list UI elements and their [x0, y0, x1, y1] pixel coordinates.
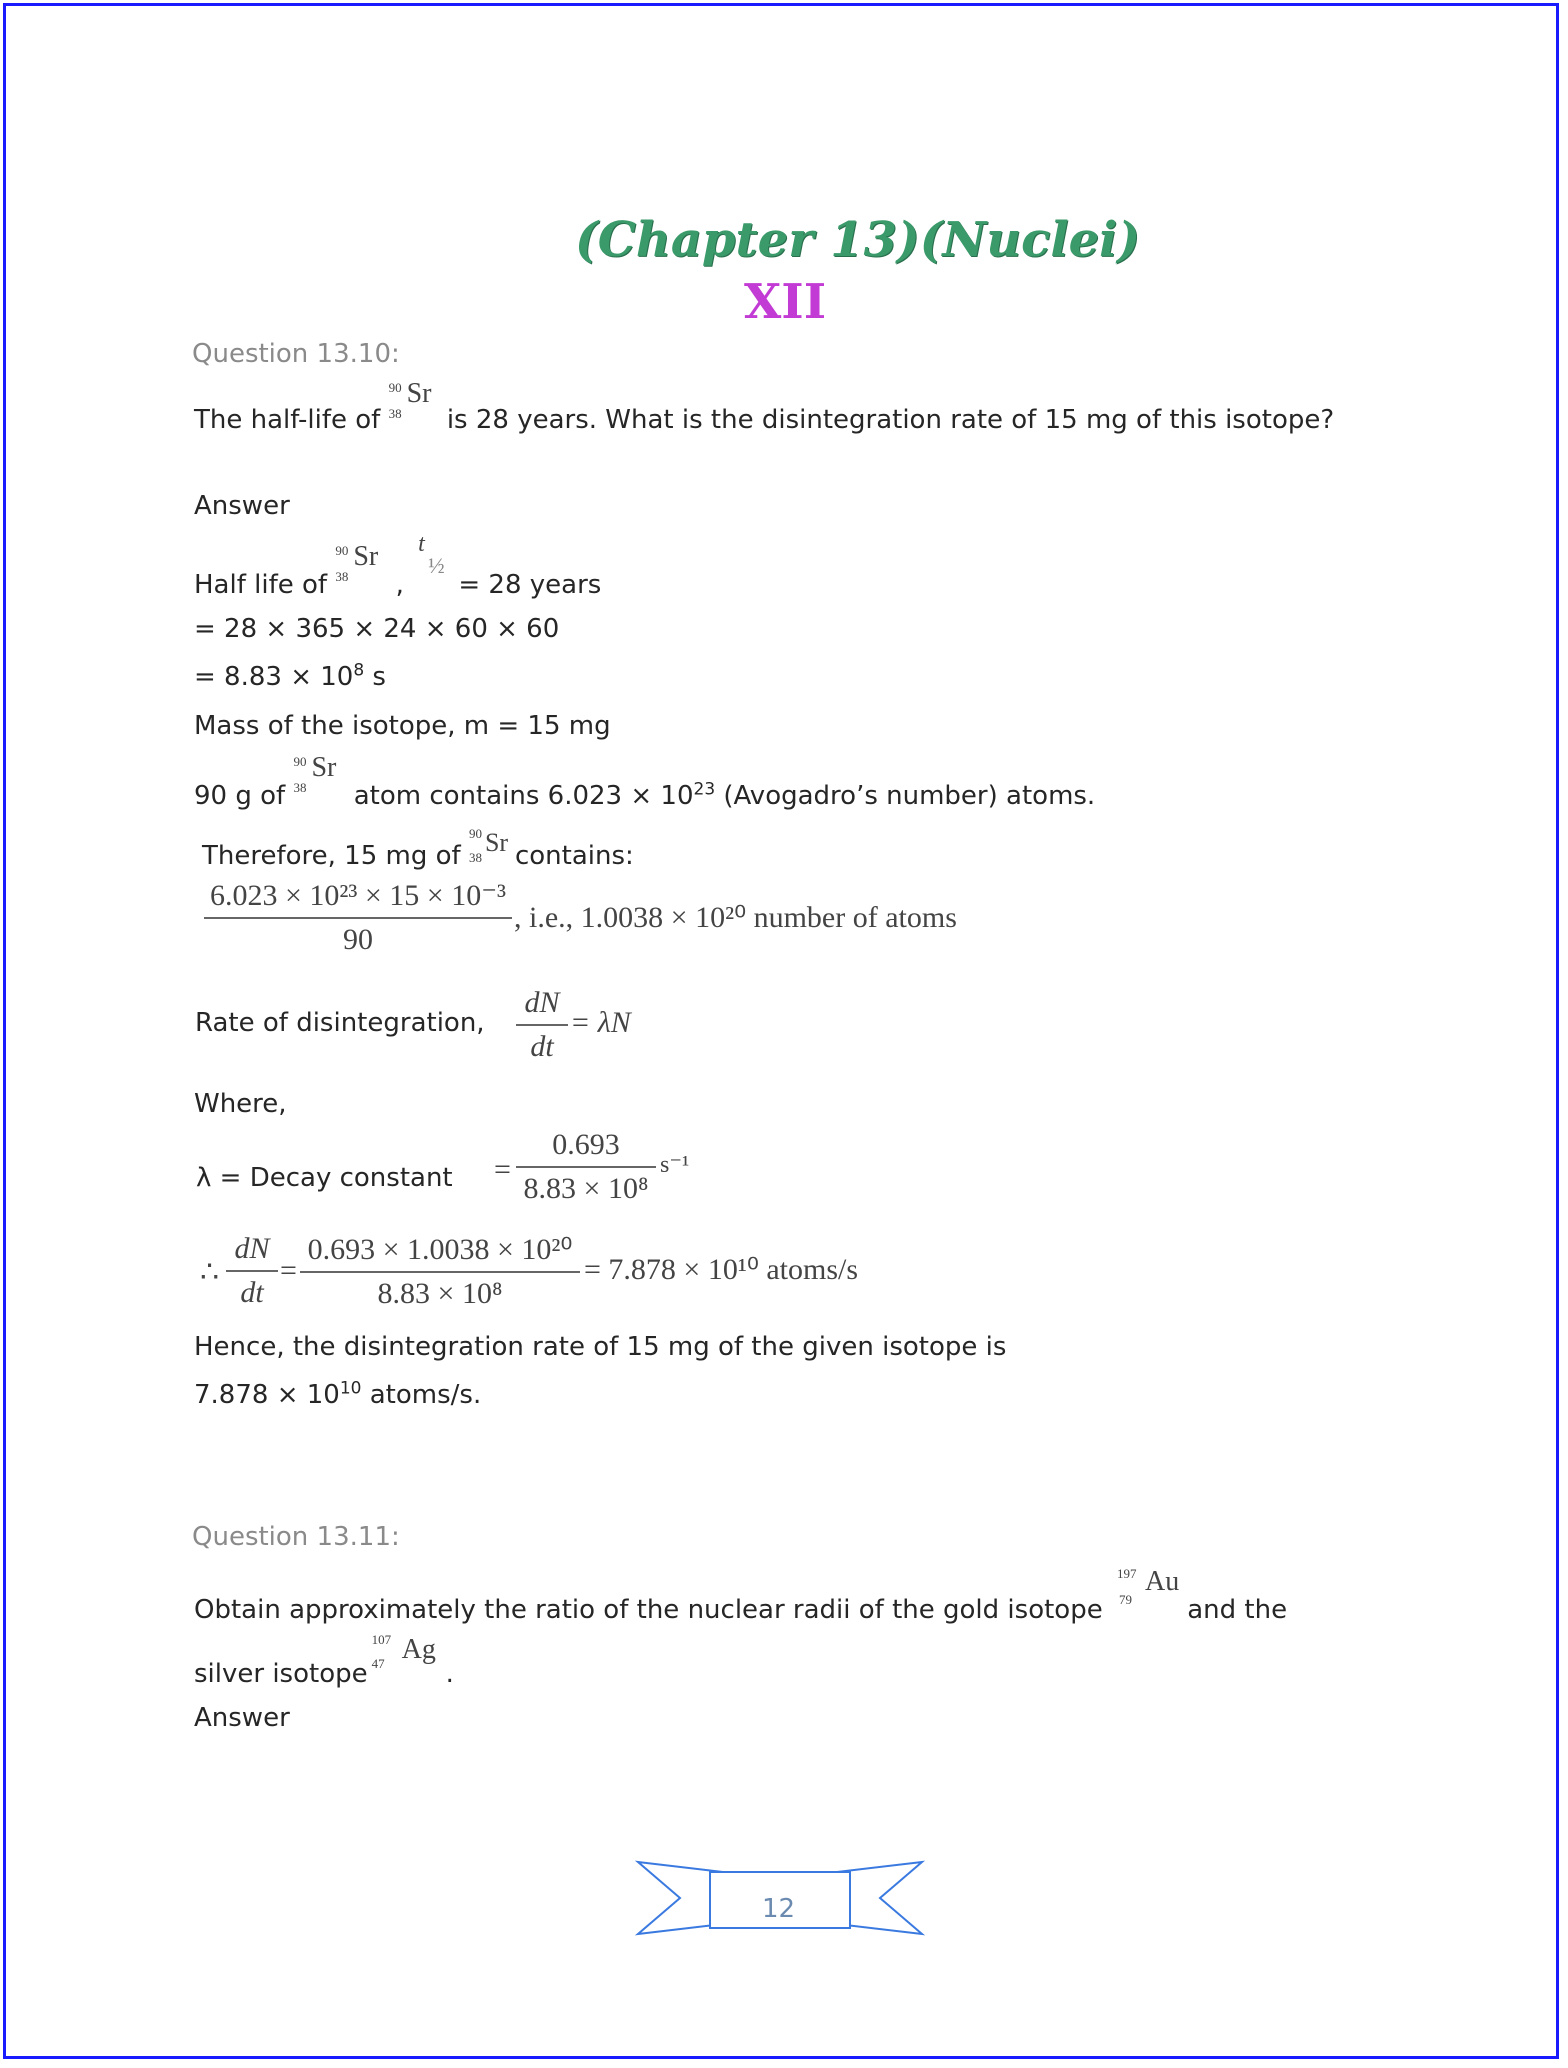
rate-derivative: $\frac{dN}{dt}$	[516, 986, 568, 1064]
final-equals: =	[280, 1254, 297, 1287]
lambda-fraction: $\frac{0.693}{\text{8.83 × 10⁸}}$	[516, 1128, 656, 1206]
final-result: = 7.878 × 10¹⁰ atoms/s	[584, 1253, 859, 1286]
where-label: Where,	[194, 1089, 287, 1119]
atoms-fraction: $\frac{\text{6.023 × 10²³ × 15 × 10⁻³}}{90}$	[204, 878, 512, 957]
avogadro-line: 90 g of 90 38 Sr atom contains $6.023 \times 10^{23}$ (Avogadro’s number) atoms.	[194, 752, 1096, 811]
question-heading: Question 13.11:	[192, 1522, 400, 1552]
answer-label: Answer	[194, 1703, 290, 1733]
final-fraction: $\frac{\text{0.693 × 1.0038 × 10²⁰}}{\text{8.83 × 10⁸}}$	[300, 1232, 580, 1311]
rate-rhs: = λN	[570, 1006, 631, 1039]
atoms-result: , i.e., 1.0038 × 10²⁰ number of atoms	[514, 901, 957, 934]
final-derivative: $\frac{dN}{dt}$	[226, 1232, 278, 1310]
page-number: 12	[762, 1894, 796, 1924]
lambda-label: λ = Decay constant	[196, 1163, 453, 1193]
sr90-nuclide: 90 38 Sr	[468, 826, 509, 865]
calc-line: = 28 × 365 × 24 × 60 × 60	[194, 614, 560, 644]
au197-nuclide: 197 79 Au	[1116, 1566, 1180, 1607]
question-text: The half-life of 90 38 Sr is 28 years. What is the disintegration rate of 15 mg of this isotope?	[194, 378, 1335, 435]
half-life-line: Half life of 90 38 Sr , t ½ = 28 years	[194, 531, 602, 600]
sr90-nuclide: 90 38 Sr	[335, 541, 379, 584]
therefore-line: Therefore, 15 mg of 90 38 Sr contains:	[202, 826, 634, 871]
class-subtitle: XII	[744, 274, 827, 330]
hence-value: $7.878 \times 10^{10}$ atoms/s.	[194, 1378, 482, 1410]
lambda-unit: s⁻¹	[660, 1152, 690, 1178]
lambda-equals: =	[494, 1153, 511, 1186]
half-life-symbol: t ½	[418, 531, 445, 578]
result-line: = $8.83 \times 10^8$ s	[194, 660, 386, 692]
hence-line: Hence, the disintegration rate of 15 mg of the given isotope is	[194, 1332, 1007, 1362]
sr90-nuclide: 90 38 Sr	[293, 752, 337, 795]
ag107-nuclide: 107 47 Ag	[371, 1632, 436, 1671]
question-heading: Question 13.10:	[192, 339, 400, 369]
therefore-symbol: ∴	[200, 1256, 220, 1289]
question-text-line2: silver isotope 107 47 Ag .	[194, 1632, 454, 1689]
mass-line: Mass of the isotope, m = 15 mg	[194, 711, 611, 741]
question-text: Obtain approximately the ratio of the nuclear radii of the gold isotope 197 79 Au and the	[194, 1566, 1288, 1625]
sr90-nuclide: 90 38 Sr	[388, 378, 432, 421]
chapter-title: (Chapter 13)(Nuclei)	[575, 212, 1141, 268]
answer-label: Answer	[194, 491, 290, 521]
rate-label: Rate of disintegration,	[195, 1008, 485, 1038]
